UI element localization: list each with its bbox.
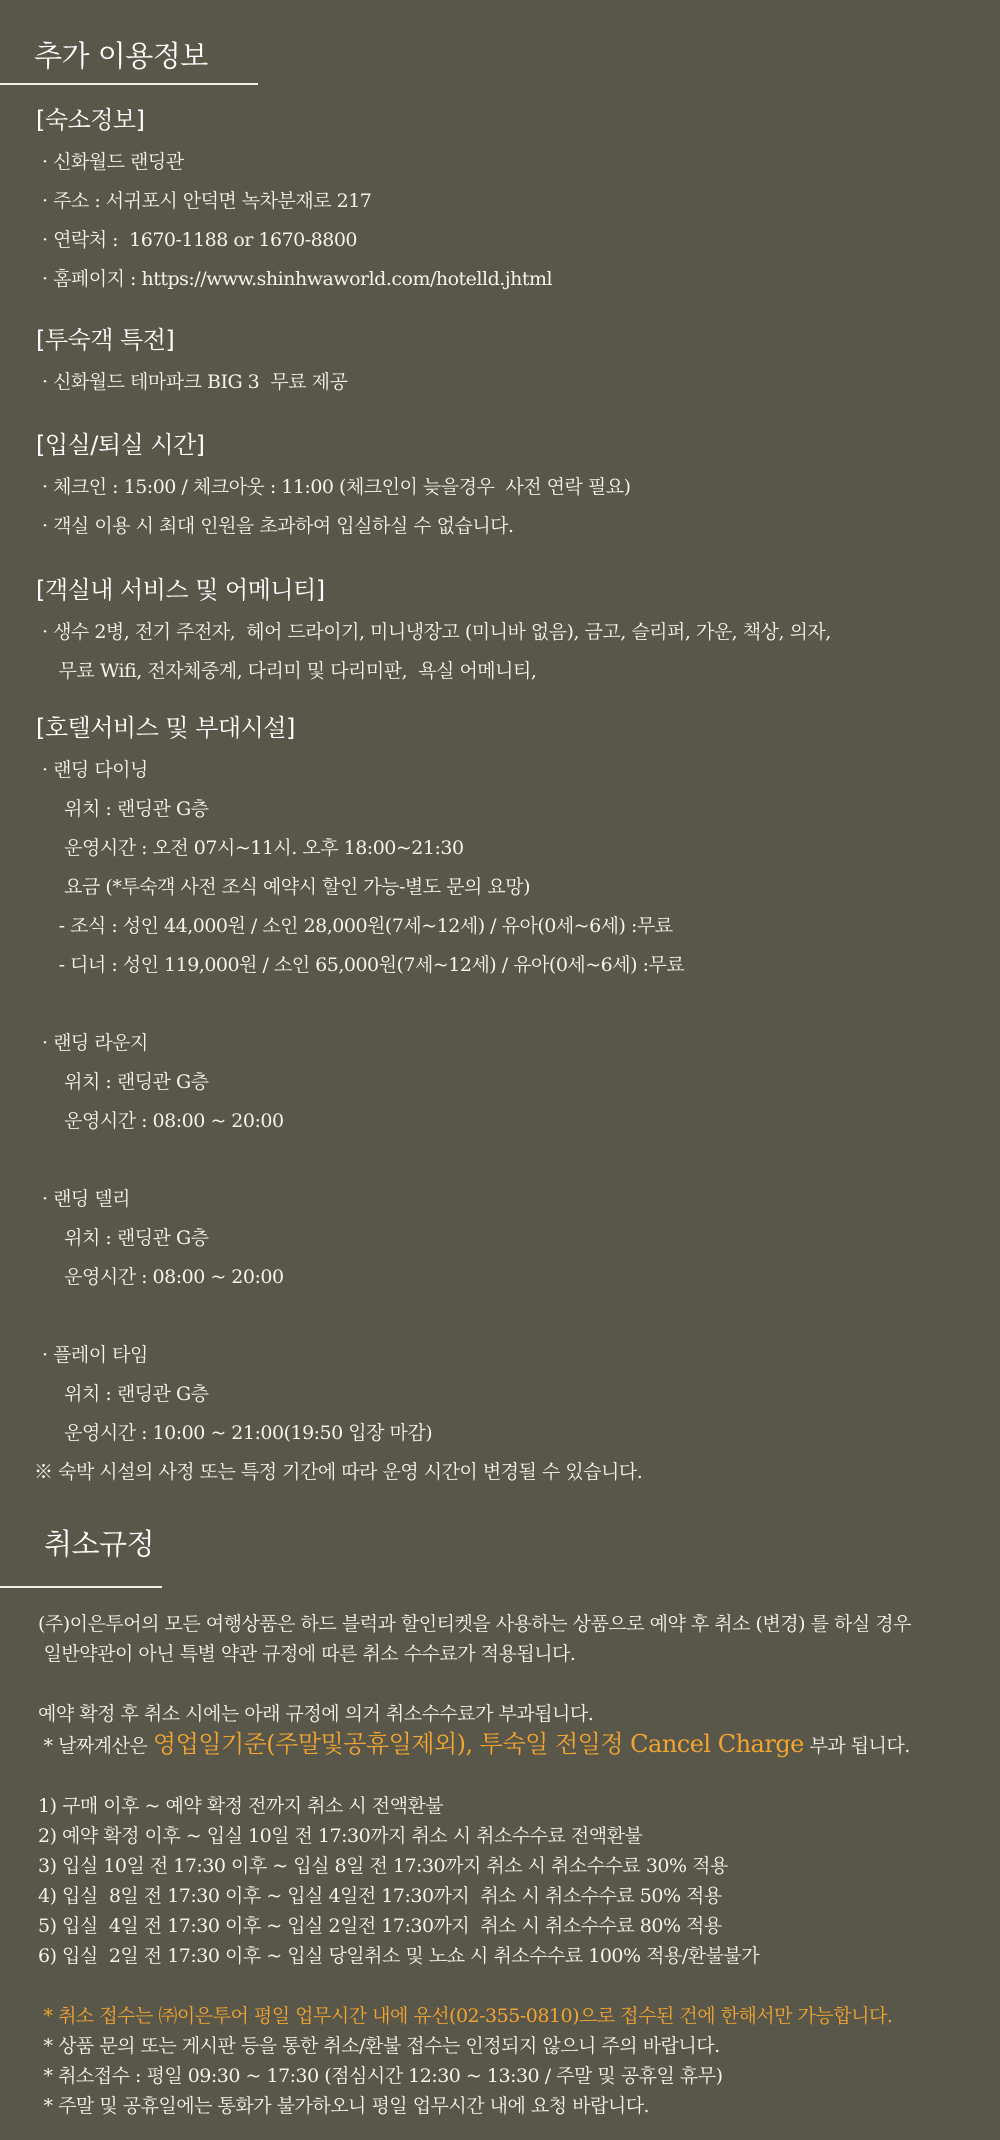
date-calc-business-day: 영업일기준(주말및공휴일제외) xyxy=(152,1730,466,1758)
cancel-fee-notice: 예약 확정 후 취소 시에는 아래 규정에 의거 취소수수료가 부과됩니다. xyxy=(38,1703,594,1725)
deli-hours: 운영시간 : 08:00 ~ 20:00 xyxy=(42,1266,284,1288)
deli-group xyxy=(36,1180,976,1297)
amenity-section xyxy=(36,570,976,691)
dining-price-note: 요금 (*투숙객 사전 조식 예약시 할인 가능-별도 문의 요망) xyxy=(42,876,531,898)
cancel-section xyxy=(38,1609,978,2121)
cancel-note: * 상품 문의 또는 게시판 등을 통한 취소/환불 접수는 인정되지 않으니 주의 바랍니다. xyxy=(38,2035,720,2057)
play-name: · 플레이 타임 xyxy=(42,1344,148,1366)
lounge-hours: 운영시간 : 08:00 ~ 20:00 xyxy=(42,1110,284,1132)
deli-name: · 랜딩 델리 xyxy=(42,1188,131,1210)
cancel-contact-notice: * 취소 접수는 ㈜이은투어 평일 업무시간 내에 유선(02-355-0810)으로 접수된 건에 한해서만 가능합니다. xyxy=(38,2005,893,2027)
deli-location: 위치 : 랜딩관 G층 xyxy=(42,1227,209,1249)
play-location: 위치 : 랜딩관 G층 xyxy=(42,1383,209,1405)
lodging-phone: · 연락처 : 1670-1188 or 1670-8800 xyxy=(42,229,358,251)
dining-hours: 운영시간 : 오전 07시~11시. 오후 18:00~21:30 xyxy=(42,837,464,859)
benefit-section xyxy=(36,320,976,402)
dining-location: 위치 : 랜딩관 G층 xyxy=(42,798,209,820)
dining-breakfast-price: - 조식 : 성인 44,000원 / 소인 28,000원(7세~12세) / 유아(0세~6세) :무료 xyxy=(42,915,673,937)
cancel-rule: 4) 입실 8일 전 17:30 이후 ~ 입실 4일전 17:30까지 취소 시 취소수수료 50% 적용 xyxy=(38,1885,722,1907)
lodging-section xyxy=(36,100,976,299)
cancel-note: * 취소접수 : 평일 09:30 ~ 17:30 (점심시간 12:30 ~ 13:30 / 주말 및 공휴일 휴무) xyxy=(38,2065,723,2087)
facility-section xyxy=(36,708,976,1492)
checkin-section xyxy=(36,425,976,546)
checkin-capacity: · 객실 이용 시 최대 인원을 초과하여 입실하실 수 없습니다. xyxy=(42,515,514,537)
dining-dinner-price: - 디너 : 성인 119,000원 / 소인 65,000원(7세~12세) / 유아(0세~6세) :무료 xyxy=(42,954,685,976)
benefit-heading: [투숙객 특전] xyxy=(36,326,175,354)
info-title: 추가 이용정보 xyxy=(34,39,208,73)
cancel-rule: 3) 입실 10일 전 17:30 이후 ~ 입실 8일 전 17:30까지 취소 시 취소수수료 30% 적용 xyxy=(38,1855,728,1877)
date-calc-comma: , xyxy=(465,1730,480,1758)
lodging-homepage: · 홈페이지 : https://www.shinhwaworld.com/hotelld.jhtml xyxy=(42,268,553,290)
amenity-heading: [객실내 서비스 및 어메니티] xyxy=(36,576,325,604)
cancel-intro: (주)이은투어의 모든 여행상품은 하드 블럭과 할인티켓을 사용하는 상품으로 예약 후 취소 (변경) 를 하실 경우 xyxy=(38,1613,911,1635)
lounge-name: · 랜딩 라운지 xyxy=(42,1032,148,1054)
cancel-title-underline xyxy=(0,1586,162,1588)
lounge-location: 위치 : 랜딩관 G층 xyxy=(42,1071,209,1093)
lodging-address: · 주소 : 서귀포시 안덕면 녹차분재로 217 xyxy=(42,190,372,212)
play-group xyxy=(36,1336,976,1453)
lodging-heading: [숙소정보] xyxy=(36,106,145,134)
cancel-rule: 2) 예약 확정 이후 ~ 입실 10일 전 17:30까지 취소 시 취소수수료 전액환불 xyxy=(38,1825,643,1847)
cancel-title: 취소규정 xyxy=(44,1527,155,1561)
amenity-line: · 생수 2병, 전기 주전자, 헤어 드라이기, 미니냉장고 (미니바 없음), 금고, 슬리퍼, 가운, 책상, 의자, xyxy=(42,621,831,643)
cancel-note: * 주말 및 공휴일에는 통화가 불가하오니 평일 업무시간 내에 요청 바랍니다. xyxy=(38,2095,650,2117)
facility-notice: ※ 숙박 시설의 사정 또는 특정 기간에 따라 운영 시간이 변경될 수 있습니다. xyxy=(34,1461,643,1483)
facility-heading: [호텔서비스 및 부대시설] xyxy=(36,714,295,742)
amenity-line: 무료 Wifi, 전자체중계, 다리미 및 다리미판, 욕실 어메니티, xyxy=(42,660,537,682)
benefit-line: · 신화월드 테마파크 BIG 3 무료 제공 xyxy=(42,371,348,393)
play-hours: 운영시간 : 10:00 ~ 21:00(19:50 입장 마감) xyxy=(42,1422,433,1444)
cancel-date-calc xyxy=(38,1729,978,1761)
checkin-time: · 체크인 : 15:00 / 체크아웃 : 11:00 (체크인이 늦을경우 사전 연락 필요) xyxy=(42,476,631,498)
cancel-rule: 1) 구매 이후 ~ 예약 확정 전까지 취소 시 전액환불 xyxy=(38,1795,444,1817)
lodging-line: · 신화월드 랜딩관 xyxy=(42,151,184,173)
lounge-group xyxy=(36,1024,976,1141)
cancel-rule: 5) 입실 4일 전 17:30 이후 ~ 입실 2일전 17:30까지 취소 시 취소수수료 80% 적용 xyxy=(38,1915,722,1937)
dining-group xyxy=(36,751,976,985)
cancel-intro: 일반약관이 아닌 특별 약관 규정에 따른 취소 수수료가 적용됩니다. xyxy=(38,1643,576,1665)
dining-name: · 랜딩 다이닝 xyxy=(42,759,148,781)
checkin-heading: [입실/퇴실 시간] xyxy=(36,431,205,459)
date-calc-prefix: * 날짜계산은 xyxy=(38,1735,153,1757)
info-title-underline xyxy=(0,83,258,85)
date-calc-suffix: 부과 됩니다. xyxy=(803,1735,910,1757)
date-calc-cancel-charge: 투숙일 전일정 Cancel Charge xyxy=(479,1730,804,1758)
cancel-rule: 6) 입실 2일 전 17:30 이후 ~ 입실 당일취소 및 노쇼 시 취소수수료 100% 적용/환불불가 xyxy=(38,1945,760,1967)
